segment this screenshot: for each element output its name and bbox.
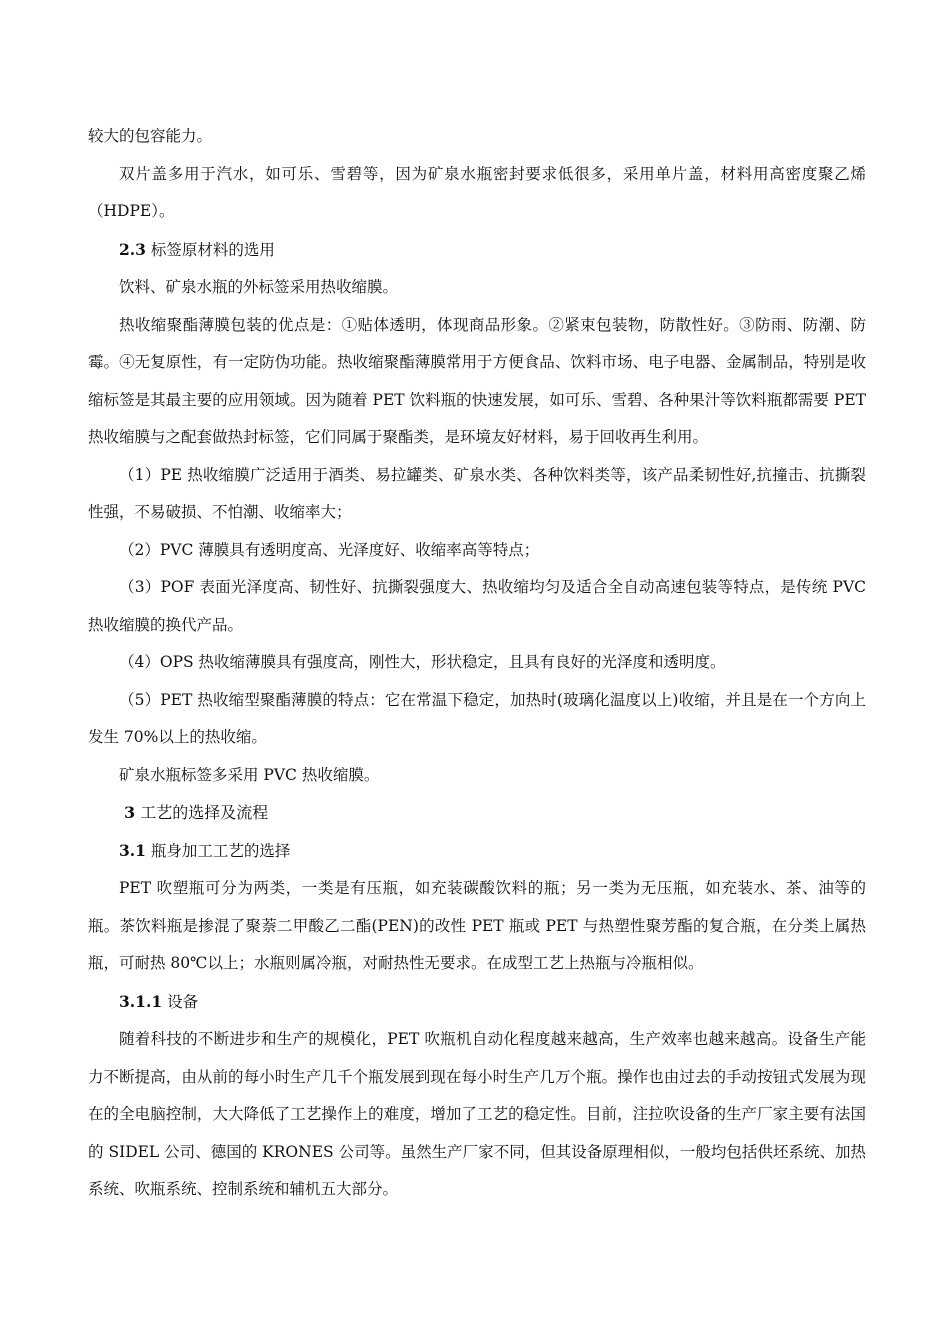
heading-2-3	[88, 231, 866, 270]
paragraph-pvc-film: （2）PVC 薄膜具有透明度高、光泽度好、收缩率高等特点；	[119, 540, 540, 559]
paragraph-capacity: 较大的包容能力。	[88, 127, 213, 145]
heading-text: 设备	[162, 992, 199, 1011]
heading-3	[88, 794, 866, 832]
paragraph-pet-bottle-types: PET 吹塑瓶可分为两类，一类是有压瓶，如充装碳酸饮料的瓶；另一类为无压瓶，如充装水、茶、油等的瓶。茶饮料瓶是掺混了聚萘二甲酸乙二酯(PEN)的改性 PET 瓶或 PET 与热塑性聚芳酯的复合瓶，在分类上属热瓶，可耐热 80℃以上；水瓶则属冷瓶，对耐热性无要求。在成型工艺上热瓶与冷瓶相似。	[88, 879, 866, 972]
heading-number: 2.3	[119, 239, 146, 259]
heading-text: 工艺的选择及流程	[135, 803, 269, 822]
heading-3-1	[88, 832, 866, 871]
heading-number: 3.1	[119, 840, 146, 860]
paragraph-equipment: 随着科技的不断进步和生产的规模化，PET 吹瓶机自动化程度越来越高，生产效率也越来越高。设备生产能力不断提高，由从前的每小时生产几千个瓶发展到现在每小时生产几万个瓶。操作也由过去的手动按钮式发展为现在的全电脑控制，大大降低了工艺操作上的难度，增加了工艺的稳定性。目前，注拉吹设备的生产厂家主要有法国的 SIDEL 公司、德国的 KRONES 公司等。虽然生产厂家不同，但其设备原理相似，一般均包括供坯系统、加热系统、吹瓶系统、控制系统和辅机五大部分。	[88, 1030, 866, 1198]
heading-3-1-1	[88, 983, 866, 1022]
paragraph-caps: 双片盖多用于汽水，如可乐、雪碧等，因为矿泉水瓶密封要求低很多，采用单片盖，材料用高密度聚乙烯（HDPE）。	[88, 164, 866, 220]
document-page	[88, 118, 866, 1209]
paragraph-pof-film: （3）POF 表面光泽度高、韧性好、抗撕裂强度大、热收缩均匀及适合全自动高速包装等特点，是传统 PVC 热收缩膜的换代产品。	[88, 578, 866, 634]
paragraph-water-bottle-label: 矿泉水瓶标签多采用 PVC 热收缩膜。	[119, 765, 380, 784]
heading-number: 3	[124, 803, 136, 822]
heading-number: 3.1.1	[119, 991, 163, 1011]
heading-text: 瓶身加工工艺的选择	[145, 841, 291, 860]
paragraph-pet-film: （5）PET 热收缩型聚酯薄膜的特点：它在常温下稳定，加热时(玻璃化温度以上)收缩，并且是在一个方向上发生 70%以上的热收缩。	[88, 690, 866, 746]
paragraph-label-film: 饮料、矿泉水瓶的外标签采用热收缩膜。	[119, 278, 399, 296]
paragraph-polyester-advantages: 热收缩聚酯薄膜包装的优点是：①贴体透明，体现商品形象。②紧束包装物，防散性好。③防雨、防潮、防霉。④无复原性，有一定防伪功能。热收缩聚酯薄膜常用于方便食品、饮料市场、电子电器、金属制品，特别是收缩标签是其最主要的应用领域。因为随着 PET 饮料瓶的快速发展，如可乐、雪碧、各种果汁等饮料瓶都需要 PET 热收缩膜与之配套做热封标签，它们同属于聚酯类，是环境友好材料，易于回收再生利用。	[88, 315, 866, 446]
paragraph-pe-film: （1）PE 热收缩膜广泛适用于酒类、易拉罐类、矿泉水类、各种饮料类等，该产品柔韧性好,抗撞击、抗撕裂性强，不易破损、不怕潮、收缩率大；	[88, 465, 866, 521]
heading-text: 标签原材料的选用	[145, 240, 275, 259]
paragraph-ops-film: （4）OPS 热收缩薄膜具有强度高，刚性大，形状稳定，且具有良好的光泽度和透明度。	[119, 653, 726, 671]
